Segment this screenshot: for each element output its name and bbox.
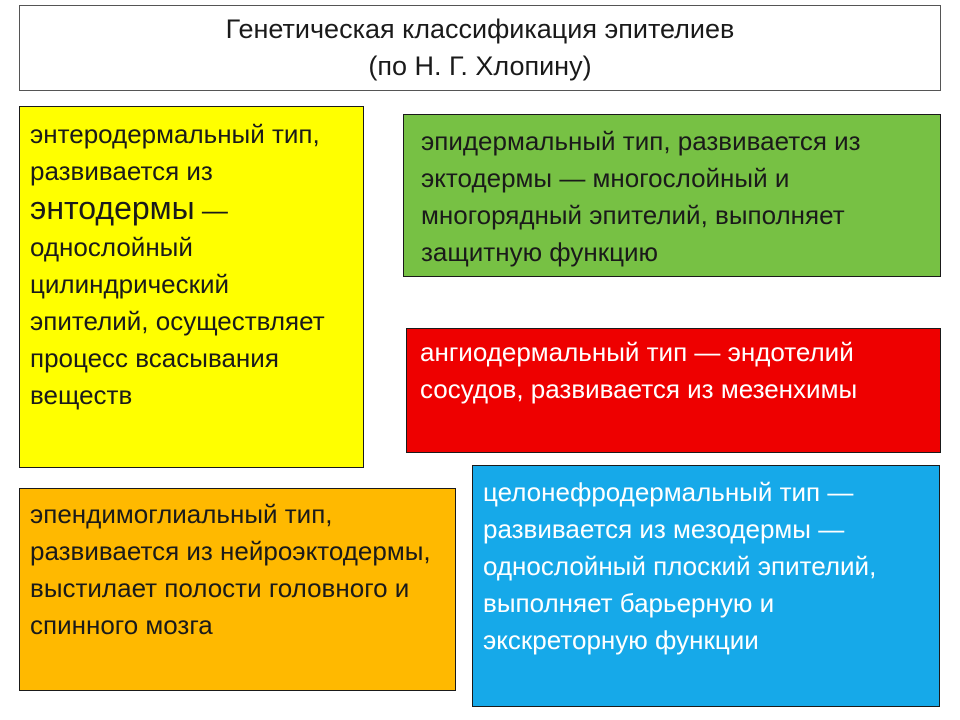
- card-coelonephrodermal-text: целонефродермальный тип — развивается из мезодермы — однослойный плоский эпителий, выполняет барьерную и экскреторную функции: [483, 477, 877, 655]
- title-author: (по Н. Г. Хлопину): [368, 51, 592, 81]
- card-ependymoglial: [19, 488, 456, 691]
- card-epidermal: [403, 114, 941, 277]
- title-main: Генетическая классификация эпителиев: [225, 14, 735, 44]
- card-angiodermal-text: ангиодермальный тип — эндотелий сосудов, развивается из мезенхимы: [420, 337, 858, 404]
- card-enterodermal-highlight: энтодермы: [30, 190, 195, 226]
- card-ependymoglial-text: эпендимоглиальный тип, развивается из нейроэктодермы, выстилает полости головного и спинного мозга: [30, 499, 431, 640]
- card-enterodermal-text-end: — однослойный цилиндрический эпителий, осуществляет процесс всасывания веществ: [30, 195, 325, 410]
- title-box: [19, 5, 941, 91]
- card-enterodermal: [19, 106, 364, 468]
- card-angiodermal: [406, 328, 941, 453]
- card-epidermal-text: эпидермальный тип, развивается из эктодермы — многослойный и многорядный эпителий, выполняет защитную функцию: [421, 126, 861, 267]
- card-coelonephrodermal: [472, 465, 940, 707]
- card-enterodermal-text-start: энтеродермальный тип, развивается из: [30, 119, 320, 186]
